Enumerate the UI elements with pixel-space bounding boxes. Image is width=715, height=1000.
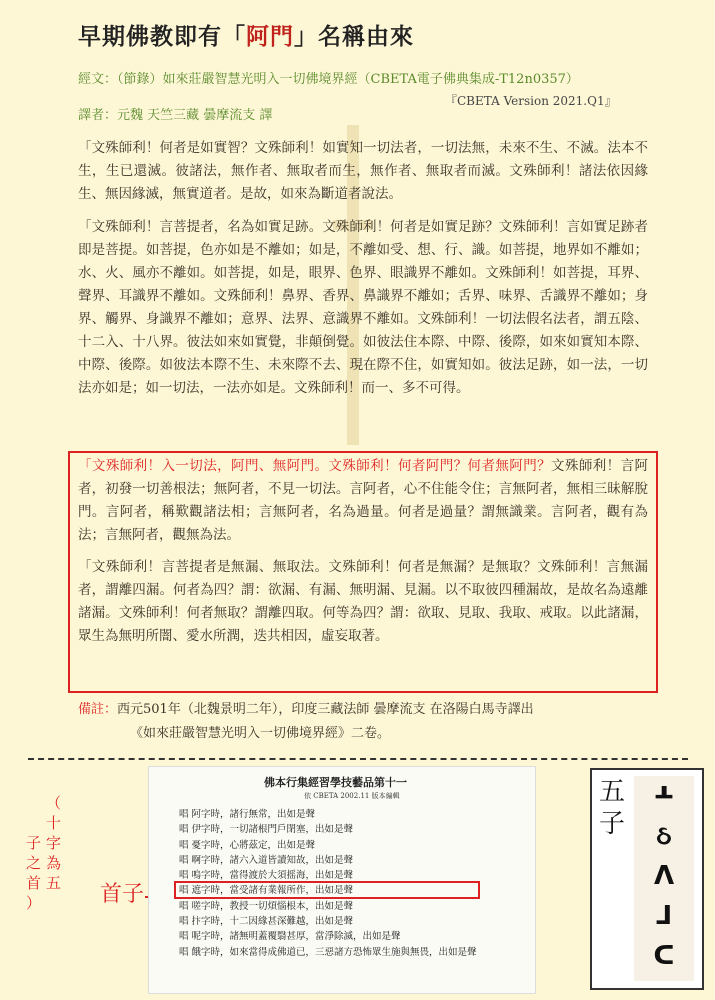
- source-line: 經文：（節錄）如來莊嚴智慧光明入一切佛境界經（CBETA電子佛典集成-T12n0357）: [78, 72, 579, 87]
- glyph-symbol: ᐱ: [653, 861, 675, 891]
- version-label: 『CBETA Version 2021.Q1』: [445, 94, 617, 108]
- side-text-col-2: 子 之 首 ）: [26, 834, 42, 912]
- glyph-strip: [634, 776, 694, 981]
- scan-subtitle: 依 CBETA 2002.11 版本編輯: [304, 792, 400, 800]
- paragraph-2: 「文殊師利！言菩提者，名為如實足跡。文殊師利！何者是如實足跡？文殊師利！言如實足跡者即是菩提。如菩提，色亦如是不離如；如是，不離如受、想、行、識。如菩提，地界如不離如；水、火、風亦不離如。如菩提，如是，眼界、色界、眼識界不離如。文殊師利！如菩提，耳界、聲界、耳識界不離如。文殊師利！鼻界、香界、鼻識界不離如；舌界、味界、舌識界不離如；身界、觸界、身識界不離如；意界、法界、意識界不離如。文殊師利！一切法假名法者，謂五陰、十二入、十八界。彼法如來如實覺，非顛倒覺。如彼法住本際、中際、後際，如來如實知本際、中際、後際。如彼法本際不生、未來際不去、現在際不住，如實知如。彼法足跡，如一法，一切法亦如是；如一切法，一法亦如是。文殊師利！而一、多不可得。: [78, 219, 648, 396]
- scan-row: 唱 伊字時，一切諸根門戶閉塞，出如是聲: [179, 824, 354, 836]
- glyph-symbol: ᒧ: [655, 901, 673, 931]
- scan-title: 佛本行集經習學技藝品第十一: [264, 776, 407, 789]
- glyph-symbol: ᑕ: [653, 941, 675, 971]
- scanned-document: [148, 766, 536, 994]
- title-highlight: 阿門: [246, 23, 294, 50]
- shouzi-label: 首子: [100, 882, 145, 907]
- scan-row: 唱 餓字時，如來當得成佛道已，三惡諸方恐怖眾生施與無畏，出如是聲: [179, 946, 477, 958]
- scan-rows: [179, 806, 529, 959]
- paragraph-4: 「文殊師利！言菩提者是無漏、無取法。文殊師利！何者是無漏？是無取？文殊師利！言無漏者，謂離四漏。何者為四？謂：欲漏、有漏、無明漏、見漏。以不取彼四種漏故，是故名為遠離諸漏。文殊師利！何者無取？謂離四取。何等為四？謂：欲取、見取、我取、戒取。以此諸漏，眾生為無明所闇、愛水所潤，迭共相因，虛妄取著。: [78, 559, 648, 644]
- scan-row: 唱 憂字時，心將茲定，出如是聲: [179, 839, 316, 851]
- page-title: 早期佛教即有「阿門」名稱由來: [78, 23, 414, 50]
- paragraph-3-highlight: 「文殊師利！入一切法，阿門、無阿門。文殊師利！何者阿門？何者無阿門？: [78, 458, 552, 474]
- panel-label: 五 子: [598, 777, 625, 839]
- scan-row: 唱 嗟字時，教授一切煩惱根本，出如是聲: [179, 900, 354, 912]
- paragraph-1: 「文殊師利！何者是如實智？文殊師利！如實知一切法者，一切法無，未來不生、不滅。法本不生，生已還滅。彼諸法，無作者、無取者而生，無作者、無取者而滅。文殊師利！諸法依因緣生、無因緣滅，無實道者。是故，如來為斷道者說法。: [78, 140, 648, 202]
- side-vertical-text: [22, 793, 60, 993]
- scan-row: 唱 呢字時，諸無明蓋覆翳甚厚，當淨除滅，出如是聲: [179, 931, 401, 943]
- scan-row: 唱 啊字時，諸六入道皆讀知故，出如是聲: [179, 854, 354, 866]
- glyph-symbol: ઠ: [656, 821, 672, 851]
- note-label: 備註：: [78, 702, 118, 717]
- scan-row: 唱 抃字時，十二因緣甚深難越，出如是聲: [179, 916, 354, 928]
- scan-row-highlighted: 唱 遮字時，當受諸有業報所作，出如是聲: [175, 882, 479, 897]
- glyph-panel: [590, 768, 704, 990]
- glyph-symbol: ᚆ: [655, 781, 673, 811]
- translator-line: 譯者：元魏 天竺三藏 曇摩流支 譯: [78, 108, 273, 123]
- scan-row: 唱 阿字時，諸行無常，出如是聲: [179, 809, 316, 820]
- side-text-col-1: （ 十 字 為 五: [46, 794, 62, 892]
- note: 備註：西元501年（北魏景明二年），印度三藏法師 曇摩流支 在洛陽白馬寺譯出 《如來莊嚴智慧光明入一切佛境界經》二卷。: [78, 702, 534, 741]
- scan-row: 唱 嗚字時，當得渡於大須摇海，出如是聲: [179, 870, 354, 882]
- dashed-divider: [28, 758, 688, 760]
- paragraph-3: 「文殊師利！入一切法，阿門、無阿門。文殊師利！何者阿門？何者無阿門？文殊師利！言阿者，初發一切善根法；無阿者，不見一切法。言阿者，心不住能令住；言無阿者，無相三昧解脫門。言阿者，稱歎觀諸法相；言無阿者，名為過量。何者是過量？謂無識業。言阿者，觀有為法；言無阿者，觀無為法。: [78, 458, 649, 543]
